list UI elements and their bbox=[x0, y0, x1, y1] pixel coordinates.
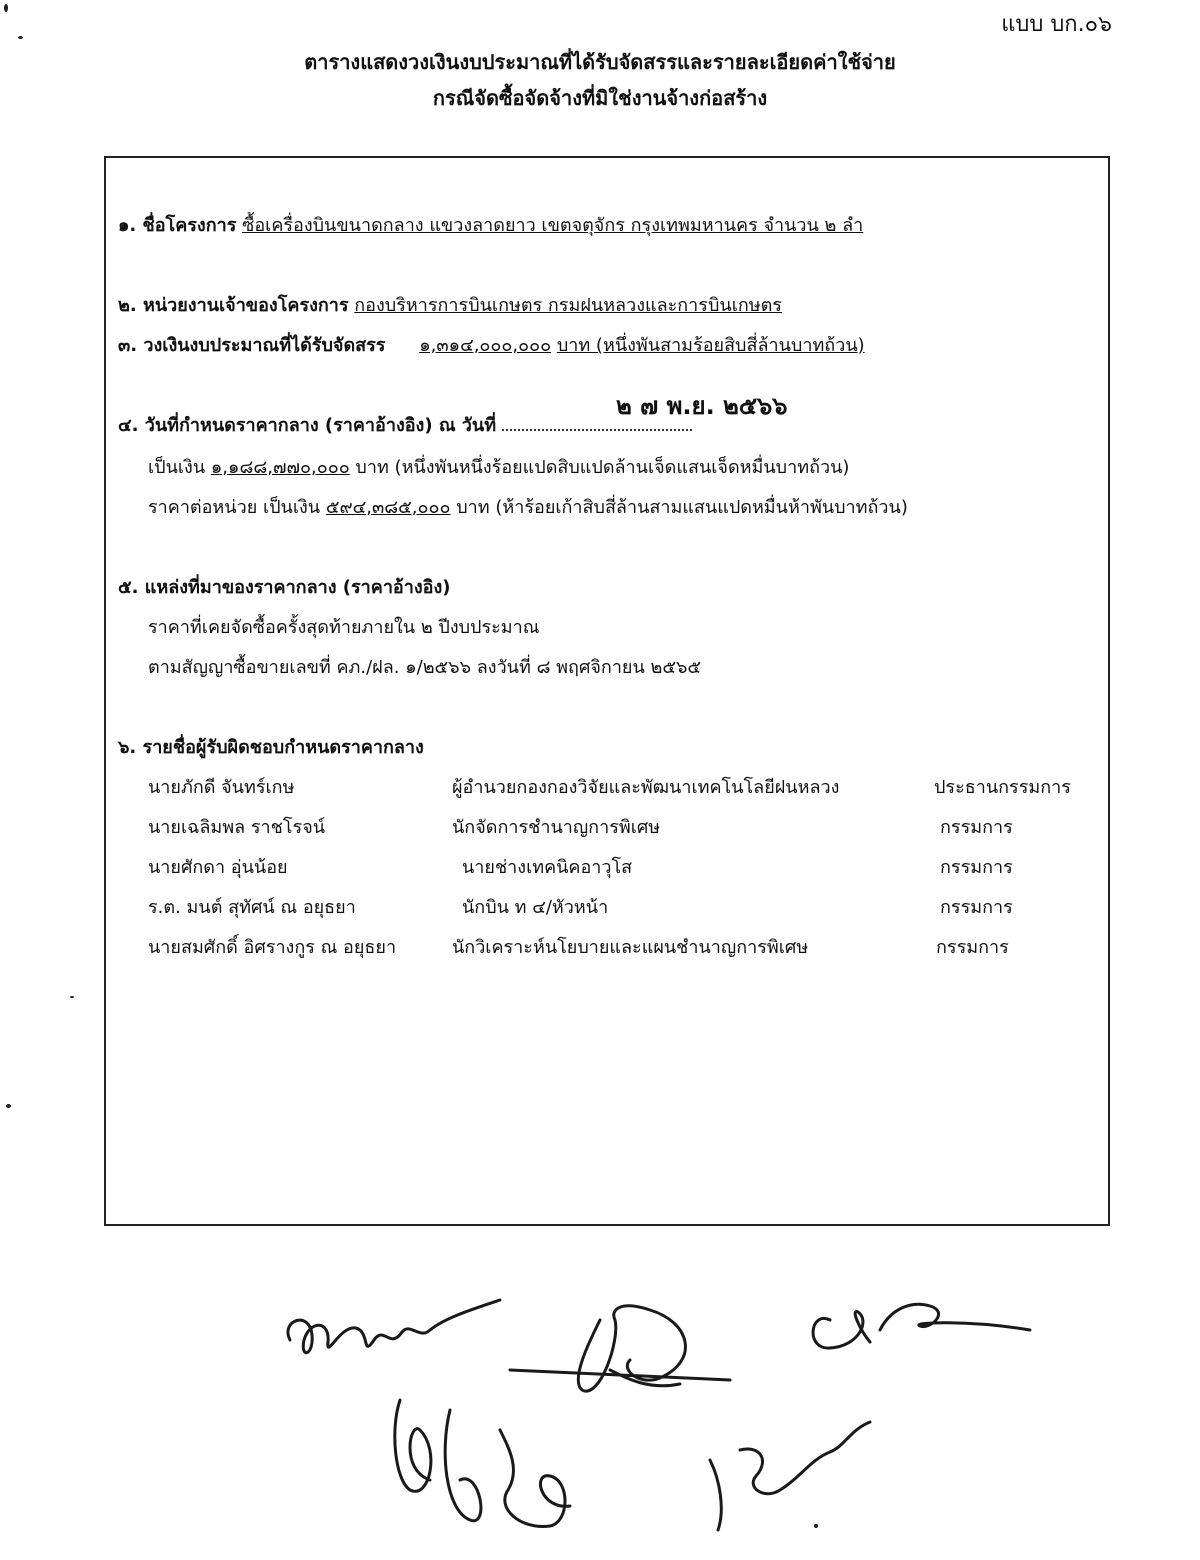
form-code: แบบ บก.๐๖ bbox=[1001, 12, 1112, 37]
item-budget bbox=[118, 330, 865, 359]
handwritten-date: ๒ ๗ พ.ย. ๒๕๖๖ bbox=[616, 392, 788, 420]
committee-name: นายภักดี จันทร์เกษ bbox=[148, 777, 295, 798]
item5-line-1: ราคาที่เคยจัดซื้อครั้งสุดท้ายภายใน ๒ ปีงบประมาณ bbox=[148, 617, 540, 638]
item5-label: ๕. แหล่งที่มาของราคากลาง (ราคาอ้างอิง) bbox=[118, 577, 451, 598]
signature-5 bbox=[710, 1422, 870, 1530]
committee-role: กรรมการ bbox=[940, 897, 1013, 918]
signatures-area bbox=[270, 1280, 1050, 1560]
scan-speck bbox=[6, 1104, 11, 1108]
committee-name: นายเฉลิมพล ราชโรจน์ bbox=[148, 817, 326, 838]
signature-3 bbox=[813, 1304, 1030, 1348]
item3-value: บาท (หนึ่งพันสามร้อยสิบสี่ล้านบาทถ้วน) bbox=[556, 335, 865, 356]
signature-1 bbox=[288, 1300, 500, 1353]
committee-name: ร.ต. มนต์ สุทัศน์ ณ อยุธยา bbox=[148, 897, 356, 918]
committee-position: นักบิน ท ๔/หัวหน้า bbox=[462, 897, 609, 918]
item4-unit-prefix: ราคาต่อหน่วย เป็นเงิน bbox=[148, 497, 321, 518]
committee-role: กรรมการ bbox=[940, 817, 1013, 838]
document-title bbox=[0, 44, 1200, 116]
item4-total-amount: ๑,๑๘๘,๗๗๐,๐๐๐ bbox=[210, 457, 350, 478]
item4-unit-suffix: บาท (ห้าร้อยเก้าสิบสี่ล้านสามแสนแปดหมื่นห้าพันบาทถ้วน) bbox=[456, 497, 908, 518]
committee-position: นักวิเคราะห์นโยบายและแผนชำนาญการพิเศษ bbox=[452, 937, 809, 958]
committee-position: นักจัดการชำนาญการพิเศษ bbox=[452, 817, 661, 838]
item6-label: ๖. รายชื่อผู้รับผิดชอบกำหนดราคากลาง bbox=[118, 737, 424, 758]
scan-speck bbox=[4, 4, 8, 12]
item4-total-line bbox=[148, 452, 849, 481]
item3-amount: ๑,๓๑๔,๐๐๐,๐๐๐ bbox=[419, 335, 552, 356]
committee-name: นายศักดา อุ่นน้อย bbox=[148, 857, 288, 878]
item4-unit-line bbox=[148, 492, 908, 521]
item4-label: ๔. วันที่กำหนดราคากลาง (ราคาอ้างอิง) ณ วันที่ bbox=[118, 415, 497, 436]
committee-role: ประธานกรรมการ bbox=[934, 777, 1071, 798]
item4-total-suffix: บาท (หนึ่งพันหนึ่งร้อยแปดสิบแปดล้านเจ็ดแสนเจ็ดหมื่นบาทถ้วน) bbox=[355, 457, 850, 478]
item2-label: ๒. หน่วยงานเจ้าของโครงการ bbox=[118, 295, 349, 316]
item4-unit-amount: ๕๙๔,๓๘๕,๐๐๐ bbox=[325, 497, 451, 518]
scan-speck bbox=[70, 996, 74, 998]
item3-label: ๓. วงเงินงบประมาณที่ได้รับจัดสรร bbox=[118, 335, 386, 356]
committee-role: กรรมการ bbox=[936, 937, 1009, 958]
signature-4 bbox=[395, 1400, 570, 1526]
item4-total-prefix: เป็นเงิน bbox=[148, 457, 206, 478]
item1-label: ๑. ชื่อโครงการ bbox=[118, 215, 237, 236]
committee-name: นายสมศักดิ์ อิศรางกูร ณ อยุธยา bbox=[148, 937, 397, 958]
item5-line-2: ตามสัญญาซื้อขายเลขที่ คภ./ฝล. ๑/๒๕๖๖ ลงวันที่ ๘ พฤศจิกายน ๒๕๖๕ bbox=[148, 657, 702, 678]
item-project-name bbox=[118, 210, 863, 239]
signature-2 bbox=[510, 1306, 730, 1391]
item1-value: ซื้อเครื่องบินขนาดกลาง แขวงลาดยาว เขตจตุจักร กรุงเทพมหานคร จำนวน ๒ ลำ bbox=[242, 215, 864, 236]
scan-speck bbox=[18, 36, 23, 39]
title-line-1: ตารางแสดงวงเงินงบประมาณที่ได้รับจัดสรรและรายละเอียดค่าใช้จ่าย bbox=[304, 50, 896, 74]
item2-value: กองบริหารการบินเกษตร กรมฝนหลวงและการบินเกษตร bbox=[354, 295, 782, 316]
item-owner-agency bbox=[118, 290, 782, 319]
item-reference-date bbox=[118, 410, 692, 439]
title-line-2: กรณีจัดซื้อจัดจ้างที่มิใช่งานจ้างก่อสร้าง bbox=[432, 86, 768, 110]
committee-role: กรรมการ bbox=[940, 857, 1013, 878]
committee-position: ผู้อำนวยกองกองวิจัยและพัฒนาเทคโนโลยีฝนหลวง bbox=[452, 777, 840, 798]
committee-position: นายช่างเทคนิคอาวุโส bbox=[462, 857, 633, 878]
